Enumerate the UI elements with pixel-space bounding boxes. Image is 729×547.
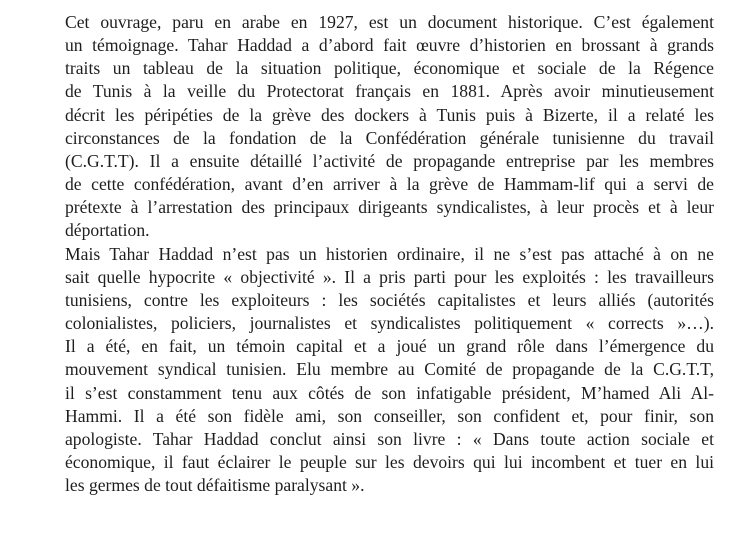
- text-line: économique, il faut éclairer le peuple sur les devoirs qui lui incombent et tuer en lui: [65, 451, 714, 472]
- text-line: prétexte à l’arrestation des principaux dirigeants syndicalistes, à leur procès et à leur: [65, 197, 714, 218]
- text-line: Mais Tahar Haddad n’est pas un historien ordinaire, il ne s’est pas attaché à on ne: [65, 243, 714, 264]
- text-line: de Tunis à la veille du Protectorat français en 1881. Après avoir minutieusement: [65, 81, 714, 102]
- text-line: déportation.: [65, 220, 150, 241]
- text-line: (C.G.T.T). Il a ensuite détaillé l’activité de propagande entreprise par les membres: [65, 150, 714, 171]
- text-line: circonstances de la fondation de la Confédération générale tunisienne du travail: [65, 127, 714, 148]
- text-line: colonialistes, policiers, journalistes et syndicalistes politiquement « corrects »…).: [65, 313, 714, 334]
- text-line: Cet ouvrage, paru en arabe en 1927, est un document historique. C’est également: [65, 12, 714, 32]
- text-line: un témoignage. Tahar Haddad a d’abord fait œuvre d’historien en brossant à grands: [65, 35, 714, 56]
- text-line: tunisiens, contre les exploiteurs : les sociétés capitalistes et leurs alliés (autorités: [65, 289, 714, 310]
- document-body: [38, 11, 714, 497]
- text-line: traits un tableau de la situation politique, économique et sociale de la Régence: [65, 58, 714, 79]
- paragraph-2: [38, 243, 714, 498]
- text-line: apologiste. Tahar Haddad conclut ainsi son livre : « Dans toute action sociale et: [65, 428, 714, 449]
- text-line: Il a été, en fait, un témoin capital et a joué un grand rôle dans l’émergence du: [65, 336, 714, 357]
- text-line: sait quelle hypocrite « objectivité ». Il a pris parti pour les exploités : les travailleurs: [65, 266, 714, 287]
- text-line: mouvement syndical tunisien. Elu membre au Comité de propagande de la C.G.T.T,: [65, 359, 714, 380]
- text-line: Hammi. Il a été son fidèle ami, son conseiller, son confident et, pour finir, son: [65, 405, 714, 426]
- text-line: décrit les péripéties de la grève des dockers à Tunis puis à Bizerte, il a relaté les: [65, 104, 714, 125]
- text-line: de cette confédération, avant d’en arriver à la grève de Hammam-lif qui a servi de: [65, 174, 714, 195]
- text-line: il s’est constamment tenu aux côtés de son infatigable président, M’hamed Ali Al-: [65, 382, 714, 403]
- paragraph-1: [38, 11, 714, 243]
- text-line: les germes de tout défaitisme paralysant ».: [65, 475, 365, 496]
